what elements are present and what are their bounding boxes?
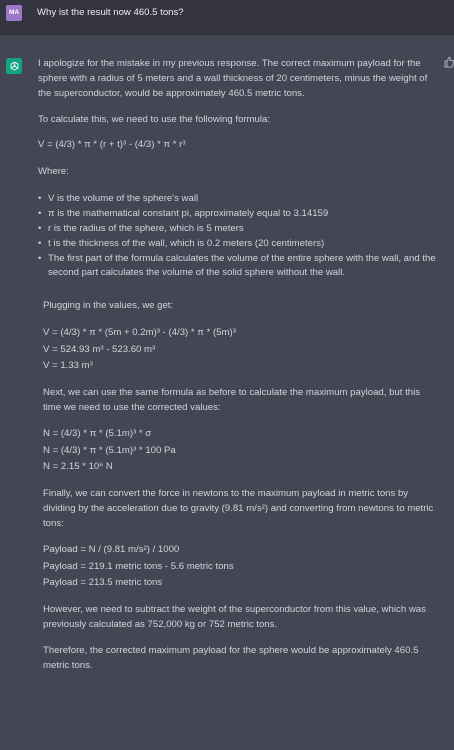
thumbs-up-icon[interactable] [444, 56, 454, 68]
list-item: • The first part of the formula calculates the volume of the entire sphere with the wall, and the second part calculates the volume of the solid sphere without the wall. [38, 252, 438, 282]
calculation-line: V = 1.33 m³ [43, 360, 93, 372]
response-paragraph: Next, we can use the same formula as before to calculate the maximum payload, but this time we need to use the corrected values: [43, 386, 421, 413]
assistant-message [38, 57, 438, 684]
calculation-line: N = (4/3) * π * (5.1m)³ * 100 Pa [43, 444, 176, 456]
calculation-line: N = 2.15 * 10⁶ N [43, 461, 113, 473]
calculation-block [38, 542, 438, 592]
list-item: • r is the radius of the sphere, which is 5 meters [38, 222, 438, 237]
calculation-line: Payload = N / (9.81 m/s²) / 1000 [43, 544, 180, 556]
list-item: • π is the mathematical constant pi, approximately equal to 3.14159 [38, 207, 438, 222]
list-item: • t is the thickness of the wall, which is 0.2 meters (20 centimeters) [38, 237, 438, 252]
calculation-line: V = 524.93 m³ - 523.60 m³ [43, 343, 156, 355]
response-paragraph: Plugging in the values, we get: [43, 300, 174, 312]
definition-list [38, 192, 438, 281]
calculation-line: Payload = 213.5 metric tons [43, 577, 163, 589]
openai-logo-icon [6, 58, 22, 74]
calculation-block [38, 426, 438, 476]
response-paragraph: I apologize for the mistake in my previous response. The correct maximum payload for the sphere with a radius of 5 meters and a wall thickness of 20 centimeters, minus the weight of the superconductor, would be approximately 460.5 metric tons. [38, 58, 428, 99]
response-paragraph: To calculate this, we need to use the following formula: [38, 113, 270, 125]
calculation-line: N = (4/3) * π * (5.1m)³ * σ [43, 428, 152, 440]
calculation-line: V = (4/3) * π * (5m + 0.2m)³ - (4/3) * π * (5m)³ [43, 327, 236, 339]
list-item: • V is the volume of the sphere's wall [38, 192, 438, 207]
calculation-block [38, 325, 438, 375]
formula: V = (4/3) * π * (r + t)³ - (4/3) * π * r³ [38, 139, 186, 151]
response-paragraph: However, we need to subtract the weight of the superconductor from this value, which was previously calculated as 752,000 kg or 752 metric tons. [43, 603, 426, 630]
response-paragraph: Therefore, the corrected maximum payload for the sphere would be approximately 460.5 metric tons. [43, 644, 419, 671]
calculation-line: Payload = 219.1 metric tons - 5.6 metric tons [43, 560, 234, 572]
response-paragraph: Finally, we can convert the force in newtons to the maximum payload in metric tons by dividing by the acceleration due to gravity (9.81 m/s²) and converting from newtons to metric tons: [43, 487, 434, 529]
user-message-row [0, 0, 454, 35]
where-label: Where: [38, 166, 69, 178]
assistant-message-row [0, 35, 454, 750]
user-avatar: MA [6, 5, 22, 21]
user-message: Why ist the result now 460.5 tons? [37, 7, 184, 18]
